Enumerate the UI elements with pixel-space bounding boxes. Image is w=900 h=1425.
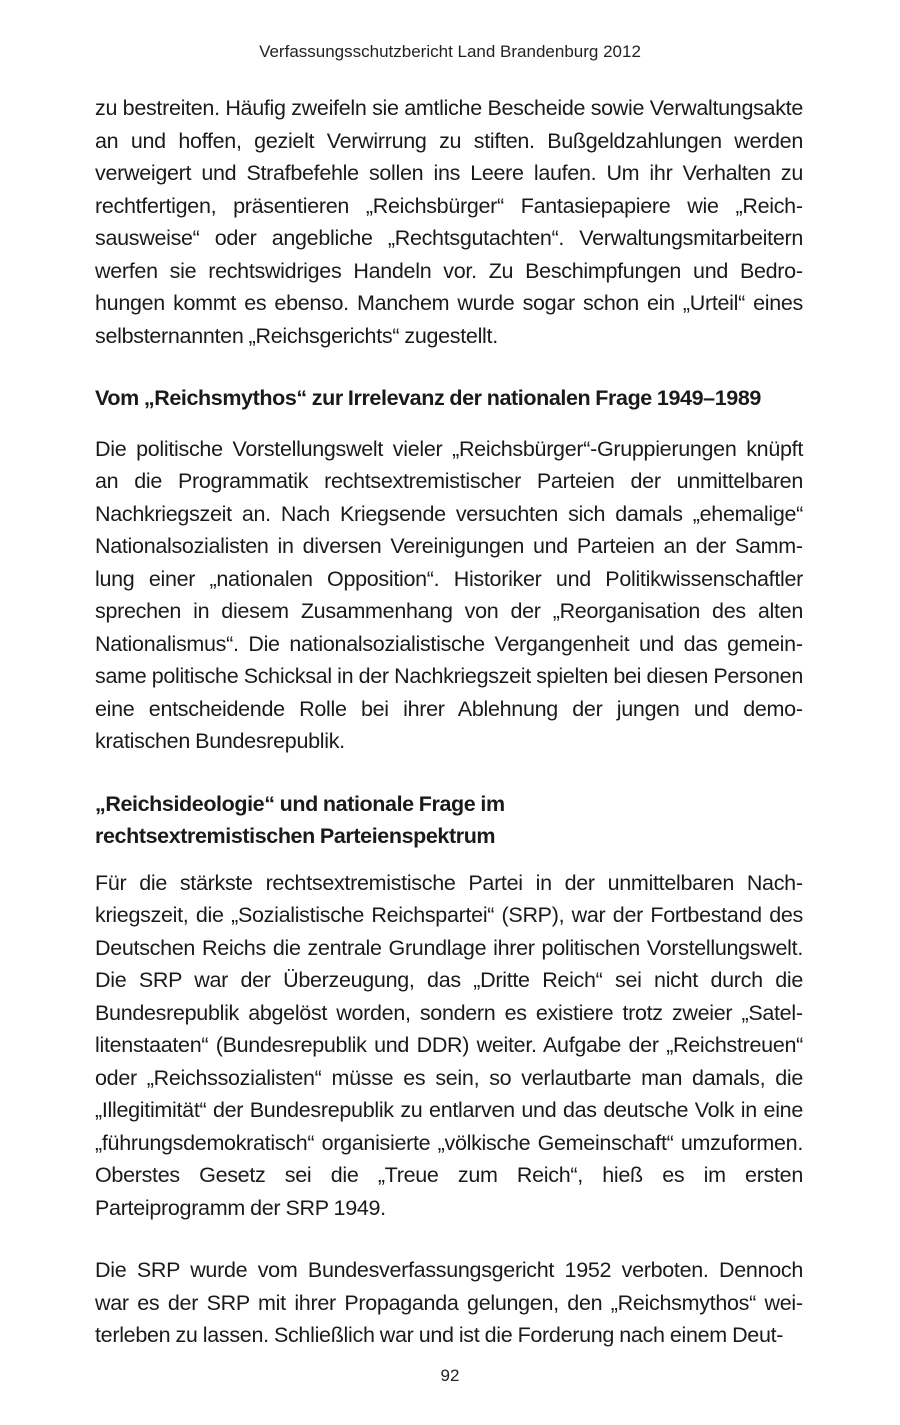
paragraph-srp-program: Für die stärkste rechtsextremistische Partei in der unmittelbaren Nachkriegszeit, die „Sozialistische Reichspartei“ (SRP), war der Fortbestand des Deutschen Reichs die zentrale Grundlage ihrer politischen Vorstellungswelt. Die SRP war der Überzeugung, das „Dritte Reich“ sei nicht durch die Bundesrepublik abgelöst worden, sondern es existiere trotz zweier „Satellitenstaaten“ (Bundesrepublik und DDR) weiter. Aufgabe der „Reichstreuen“ oder „Reichssozialisten“ müsse es sein, so verlautbarte man damals, die „Illegitimität“ der Bundesrepublik zu entlarven und das deutsche Volk in eine „führungsdemokratisch“ organisierte „völkische Gemeinschaft“ umzuformen. Oberstes Gesetz sei die „Treue zum Reich“, hieß es im ersten Parteiprogramm der SRP 1949. bbox=[95, 870, 803, 1220]
section-heading-reichsmythos: Vom „Reichsmythos“ zur Irrelevanz der nationalen Frage 1949–1989 bbox=[95, 386, 761, 410]
heading-line-1: „Reichsideologie“ und nationale Frage im bbox=[95, 791, 505, 816]
paragraph-political-worldview: Die politische Vorstellungswelt vieler „Reichsbürger“-Gruppierungen knüpft an die Programmatik rechtsextremistischer Parteien der unmittelbaren Nachkriegszeit an. Nach Kriegsende versuchten sich damals „ehemalige“ Nationalsozialisten in diversen Vereinigungen und Parteien an der Sammlung einer „nationalen Opposition“. Historiker und Politikwissenschaftler sprechen in diesem Zusammenhang von der „Reorganisation des alten Nationalismus“. Die nationalsozialistische Vergangenheit und das gemeinsame politische Schicksal in der Nachkriegszeit spielten bei diesen Personen eine entscheidende Rolle bei ihrer Ablehnung der jungen und demokratischen Bundesrepublik. bbox=[95, 436, 803, 753]
page-body bbox=[95, 92, 803, 1352]
paragraph-intro-continuation: zu bestreiten. Häufig zweifeln sie amtliche Bescheide sowie Verwaltungsakte an und hoffen, gezielt Verwirrung zu stiften. Bußgeldzahlungen werden verweigert und Strafbefehle sollen ins Leere laufen. Um ihr Verhalten zu rechtfertigen, präsentieren „Reichsbürger“ Fantasiepapiere wie „Reichsausweise“ oder angebliche „Rechtsgutachten“. Verwaltungsmitarbeitern werfen sie rechtswidriges Handeln vor. Zu Beschimpfungen und Bedrohungen kommt es ebenso. Manchem wurde sogar schon ein „Urteil“ eines selbsternannten „Reichsgerichts“ zugestellt. bbox=[95, 96, 803, 348]
running-header: Verfassungsschutzbericht Land Brandenburg 2012 bbox=[259, 42, 641, 61]
paragraph-srp-ban: Die SRP wurde vom Bundesverfassungsgericht 1952 verboten. Dennoch war es der SRP mit ihrer Propaganda gelungen, den „Reichsmythos“ weiterleben zu lassen. Schließlich war und ist die Forderung nach einem Deut- bbox=[95, 1258, 803, 1347]
page-number: 92 bbox=[440, 1366, 460, 1385]
heading-line-2: rechtsextremistischen Parteienspektrum bbox=[95, 824, 496, 848]
section-heading-reichsideologie bbox=[95, 788, 803, 853]
